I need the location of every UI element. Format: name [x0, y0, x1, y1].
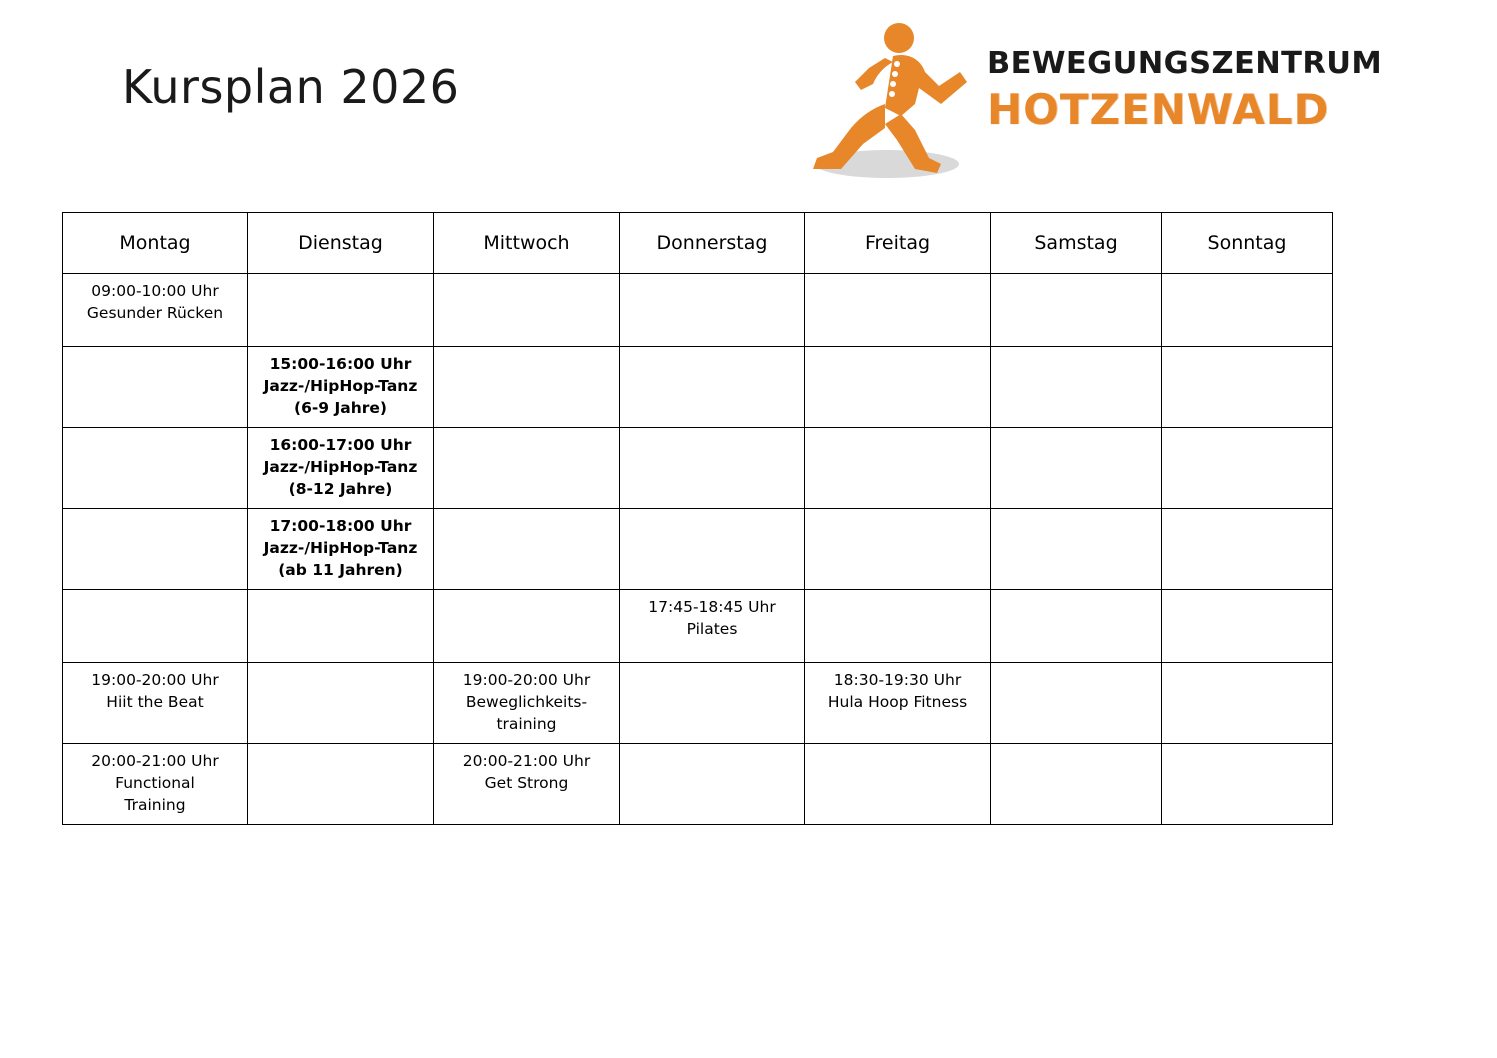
brand-wordmark — [987, 46, 1387, 134]
schedule-cell-course[interactable] — [434, 663, 620, 744]
schedule-cell-line: Gesunder Rücken — [86, 304, 224, 322]
schedule-cell-empty — [434, 347, 620, 428]
column-header-donnerstag: Donnerstag — [620, 213, 805, 274]
schedule-cell-empty — [434, 590, 620, 663]
schedule-cell-empty — [1162, 590, 1333, 663]
empty-slot — [626, 280, 798, 338]
schedule-cell-empty — [620, 347, 805, 428]
brand-line-1: BEWEGUNGSZENTRUM — [987, 46, 1383, 81]
schedule-cell-line: (8-12 Jahre) — [288, 480, 393, 498]
schedule-cell-empty — [63, 509, 248, 590]
empty-slot — [69, 515, 241, 581]
schedule-cell-line: (ab 11 Jahren) — [278, 561, 403, 579]
empty-slot — [811, 596, 984, 654]
empty-slot — [440, 596, 613, 654]
schedule-cell-course[interactable] — [63, 744, 248, 825]
empty-slot — [811, 750, 984, 816]
empty-slot — [1168, 669, 1326, 735]
schedule-cell-empty — [620, 274, 805, 347]
schedule-cell-line: 20:00-21:00 Uhr — [462, 752, 591, 770]
schedule-cell-line: 16:00-17:00 Uhr — [269, 436, 412, 454]
schedule-cell-empty — [805, 509, 991, 590]
table-row — [63, 509, 1333, 590]
schedule-cell-empty — [1162, 347, 1333, 428]
schedule-cell-empty — [248, 274, 434, 347]
schedule-cell-course[interactable] — [434, 744, 620, 825]
column-header-dienstag: Dienstag — [248, 213, 434, 274]
schedule-cell-empty — [1162, 744, 1333, 825]
table-row — [63, 663, 1333, 744]
schedule-cell-empty — [1162, 509, 1333, 590]
column-header-montag: Montag — [63, 213, 248, 274]
schedule-cell-line: Jazz-/HipHop-Tanz — [263, 377, 418, 395]
schedule-cell-empty — [805, 744, 991, 825]
schedule-cell-line: 17:45-18:45 Uhr — [648, 598, 776, 616]
schedule-cell-empty — [1162, 274, 1333, 347]
empty-slot — [997, 596, 1155, 654]
schedule-cell-empty — [63, 347, 248, 428]
empty-slot — [997, 669, 1155, 735]
schedule-cell-empty — [991, 663, 1162, 744]
schedule-cell-line: 19:00-20:00 Uhr — [91, 671, 219, 689]
empty-slot — [254, 596, 427, 654]
brand-line-2: HOTZENWALD — [987, 85, 1330, 134]
empty-slot — [440, 515, 613, 581]
schedule-cell-line: Pilates — [686, 620, 738, 638]
empty-slot — [440, 353, 613, 419]
schedule-cell-course[interactable] — [63, 663, 248, 744]
table-row — [63, 274, 1333, 347]
schedule-cell-empty — [991, 347, 1162, 428]
schedule-cell-empty — [620, 428, 805, 509]
schedule-cell-line: 18:30-19:30 Uhr — [833, 671, 962, 689]
brand-logo — [789, 12, 1389, 182]
schedule-cell-empty — [991, 509, 1162, 590]
table-header-row — [63, 213, 1333, 274]
schedule-cell-course[interactable] — [248, 347, 434, 428]
schedule-cell-line: Jazz-/HipHop-Tanz — [263, 539, 418, 557]
empty-slot — [440, 280, 613, 338]
schedule-cell-line: 19:00-20:00 Uhr — [462, 671, 591, 689]
empty-slot — [254, 280, 427, 338]
document-header — [0, 0, 1497, 190]
running-figure-icon — [789, 12, 979, 182]
schedule-cell-empty — [434, 274, 620, 347]
schedule-cell-empty — [991, 274, 1162, 347]
schedule-cell-course[interactable] — [620, 590, 805, 663]
empty-slot — [626, 515, 798, 581]
empty-slot — [626, 750, 798, 816]
course-schedule-table — [62, 212, 1333, 825]
schedule-cell-line: training — [496, 715, 557, 733]
schedule-cell-line: Training — [124, 796, 186, 814]
schedule-cell-empty — [248, 590, 434, 663]
empty-slot — [1168, 280, 1326, 338]
column-header-sonntag: Sonntag — [1162, 213, 1333, 274]
schedule-cell-line: 09:00-10:00 Uhr — [91, 282, 219, 300]
empty-slot — [997, 750, 1155, 816]
empty-slot — [254, 750, 427, 816]
schedule-cell-empty — [805, 347, 991, 428]
column-header-mittwoch: Mittwoch — [434, 213, 620, 274]
schedule-cell-empty — [991, 744, 1162, 825]
schedule-container — [62, 212, 1332, 825]
table-row — [63, 428, 1333, 509]
schedule-cell-empty — [991, 590, 1162, 663]
schedule-cell-empty — [434, 428, 620, 509]
table-row — [63, 744, 1333, 825]
schedule-cell-course[interactable] — [63, 274, 248, 347]
schedule-cell-empty — [991, 428, 1162, 509]
schedule-cell-line: Jazz-/HipHop-Tanz — [263, 458, 418, 476]
page-title: Kursplan 2026 — [122, 60, 460, 114]
schedule-cell-course[interactable] — [805, 663, 991, 744]
empty-slot — [1168, 750, 1326, 816]
empty-slot — [1168, 515, 1326, 581]
schedule-cell-line: (6-9 Jahre) — [294, 399, 387, 417]
empty-slot — [254, 669, 427, 735]
schedule-cell-line: 17:00-18:00 Uhr — [269, 517, 412, 535]
schedule-cell-empty — [1162, 428, 1333, 509]
schedule-cell-empty — [620, 509, 805, 590]
empty-slot — [997, 515, 1155, 581]
schedule-cell-empty — [1162, 663, 1333, 744]
empty-slot — [1168, 353, 1326, 419]
empty-slot — [69, 596, 241, 654]
schedule-cell-empty — [434, 509, 620, 590]
empty-slot — [69, 434, 241, 500]
empty-slot — [440, 434, 613, 500]
schedule-cell-course[interactable] — [248, 509, 434, 590]
schedule-cell-empty — [248, 744, 434, 825]
empty-slot — [626, 669, 798, 735]
schedule-cell-line: Beweglichkeits- — [465, 693, 588, 711]
empty-slot — [997, 353, 1155, 419]
empty-slot — [811, 515, 984, 581]
schedule-cell-line: Hiit the Beat — [106, 693, 204, 711]
schedule-cell-empty — [805, 274, 991, 347]
empty-slot — [69, 353, 241, 419]
schedule-cell-empty — [805, 590, 991, 663]
schedule-cell-empty — [248, 663, 434, 744]
empty-slot — [997, 434, 1155, 500]
schedule-cell-line: 20:00-21:00 Uhr — [91, 752, 219, 770]
table-row — [63, 347, 1333, 428]
schedule-cell-line: 15:00-16:00 Uhr — [269, 355, 412, 373]
schedule-cell-line: Hula Hoop Fitness — [827, 693, 968, 711]
schedule-cell-line: Functional — [115, 774, 195, 792]
table-row — [63, 590, 1333, 663]
schedule-cell-line: Get Strong — [484, 774, 569, 792]
empty-slot — [811, 353, 984, 419]
empty-slot — [811, 280, 984, 338]
schedule-cell-empty — [620, 744, 805, 825]
schedule-cell-empty — [620, 663, 805, 744]
schedule-cell-empty — [805, 428, 991, 509]
column-header-samstag: Samstag — [991, 213, 1162, 274]
schedule-cell-empty — [63, 428, 248, 509]
schedule-cell-empty — [63, 590, 248, 663]
empty-slot — [1168, 434, 1326, 500]
empty-slot — [626, 434, 798, 500]
empty-slot — [626, 353, 798, 419]
schedule-cell-course[interactable] — [248, 428, 434, 509]
empty-slot — [811, 434, 984, 500]
column-header-freitag: Freitag — [805, 213, 991, 274]
empty-slot — [1168, 596, 1326, 654]
empty-slot — [997, 280, 1155, 338]
